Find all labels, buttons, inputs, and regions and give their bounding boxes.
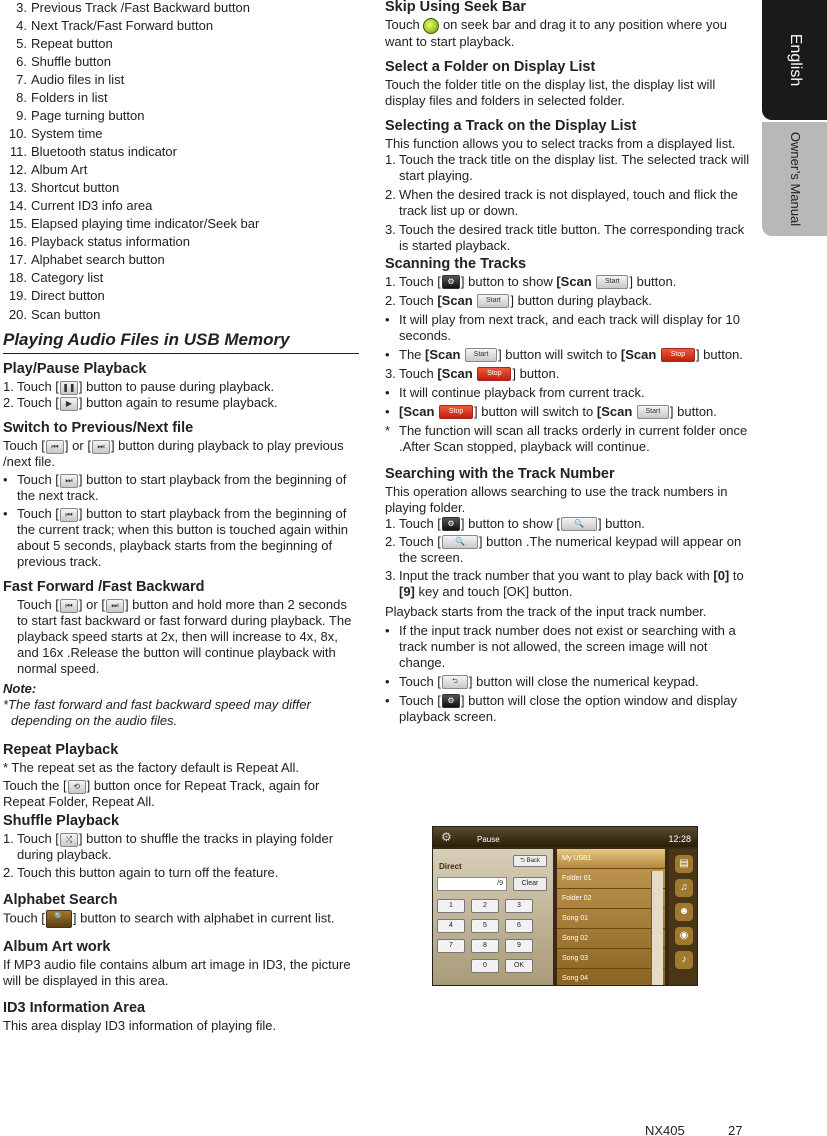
music-note-icon[interactable]: ♫	[675, 879, 693, 897]
alpha-heading: Alphabet Search	[3, 892, 118, 908]
legend-text: Direct button	[31, 288, 105, 303]
note-label: Note:	[3, 681, 37, 696]
step-number: 1.	[385, 151, 396, 167]
number-step-2: 2. Touch [ 🔍 ] button .The numerical keypad will appear on the screen.	[385, 533, 742, 565]
text: ] button to show	[460, 273, 553, 289]
seek-para	[385, 17, 750, 50]
scan-word: [Scan	[437, 292, 473, 308]
play-pause-step-1	[3, 379, 359, 395]
text: Input the track number that you want to play back with	[399, 567, 710, 583]
legend-number: 14.	[8, 198, 27, 213]
text: ] button.	[629, 273, 677, 289]
next-icon: ⏭	[60, 474, 78, 488]
shuffle-step-1	[3, 831, 359, 863]
switch-bullet-1: • Touch [ ⏭ ] button to start playback from the beginning of the next track.	[3, 472, 347, 503]
legend-number: 19.	[8, 288, 27, 303]
scan-word: [Scan	[437, 365, 473, 381]
text: Touch [	[399, 533, 441, 549]
list-item[interactable]: Song 03	[557, 949, 665, 969]
start-icon: Start	[465, 348, 497, 362]
text: The	[399, 346, 422, 362]
right-column	[385, 0, 750, 725]
legend-number: 18.	[8, 270, 27, 285]
keypad-back-button[interactable]: ⮌ Back	[513, 855, 547, 867]
legend-text: Alphabet search button	[31, 252, 165, 267]
number-search-icon: 🔍	[561, 517, 597, 531]
number-step-3: 3. Input the track number that you want to play back with [0] to [9] key and touch [OK] button.	[385, 567, 744, 599]
text: Touch	[399, 292, 434, 308]
text: If the input track number does not exist or searching with a track number is not allowed, the screen image will not change.	[399, 622, 736, 670]
legend-text: Audio files in list	[31, 72, 125, 87]
text: ] or [	[78, 597, 105, 612]
next-icon: ⏭	[92, 440, 110, 454]
legend-item	[3, 270, 359, 286]
legend-number: 6.	[16, 54, 27, 69]
legend-number: 9.	[16, 108, 27, 123]
scan-step-1: 1. Touch [ ⚙ ] button to show [Scan Start ] button.	[385, 273, 677, 289]
id3-para: This area display ID3 information of playing file.	[3, 1018, 277, 1033]
key-ok[interactable]: OK	[505, 959, 533, 973]
switch-para	[3, 438, 359, 470]
prev-icon: ⏮	[46, 440, 64, 454]
shuffle-heading: Shuffle Playback	[3, 813, 120, 829]
legend-text: Album Art	[31, 162, 88, 177]
seek-dot-icon	[423, 18, 439, 34]
key-0[interactable]: 0	[471, 959, 499, 973]
stop-icon: Stop	[477, 367, 511, 381]
text: Touch [	[399, 273, 441, 289]
scan-step-2: 2. Touch [Scan Start ] button during playback.	[385, 292, 653, 308]
legend-number: 7.	[16, 72, 27, 87]
alpha-para	[3, 910, 359, 928]
legend-item	[3, 180, 359, 196]
legend-number: 4.	[16, 18, 27, 33]
key-7[interactable]: 7	[437, 939, 465, 953]
step-number: 2.	[385, 186, 396, 202]
scan-word: [Scan	[596, 403, 633, 419]
scan-bullet-3: • It will continue playback from current track.	[385, 385, 750, 401]
list-item[interactable]: Song 02	[557, 929, 665, 949]
gear-icon[interactable]: ⚙	[441, 830, 452, 844]
search-icon: 🔍	[46, 910, 72, 928]
text: on seek bar and drag it to any position where you want to start playback.	[385, 17, 727, 49]
number-bullet-1: • If the input track number does not exist or searching with a track number is not allowed, the screen image will not change.	[385, 623, 750, 671]
text: Touch [	[17, 395, 59, 410]
text: ] button once for Repeat Track, again for Repeat Folder, Repeat All.	[3, 778, 320, 809]
legend-number: 11.	[9, 144, 27, 159]
legend-item	[3, 144, 359, 160]
legend-item	[3, 90, 359, 106]
number-para-2: Playback starts from the track of the input track number.	[385, 603, 707, 619]
step-number: 2.	[3, 865, 14, 880]
legend-number: 10.	[8, 126, 27, 141]
text: Touch	[385, 17, 420, 32]
list-item[interactable]: Folder 01	[557, 869, 665, 889]
legend-text: Elapsed playing time indicator/Seek bar	[31, 216, 260, 231]
text: ] button to pause during playback.	[78, 379, 275, 394]
text: ] button will switch to	[474, 403, 594, 419]
key-5[interactable]: 5	[471, 919, 499, 933]
text: ] button.	[512, 365, 560, 381]
numeric-keypad	[433, 849, 553, 986]
repeat-heading: Repeat Playback	[3, 742, 119, 758]
scan-step-3: 3. Touch [Scan Stop ] button.	[385, 365, 560, 381]
text: Touch	[399, 365, 434, 381]
number-bullet-2: • Touch [ ⮌ ] button will close the numerical keypad.	[385, 673, 699, 689]
text: ] button to show [	[460, 515, 560, 531]
tab-english-label: English	[786, 33, 804, 87]
start-icon: Start	[637, 405, 669, 419]
key-6[interactable]: 6	[505, 919, 533, 933]
folder-heading: Select a Folder on Display List	[385, 58, 596, 75]
number-para: This operation allows searching to use the track numbers in playing folder.	[385, 483, 728, 515]
legend-item	[3, 307, 359, 323]
legend-number: 13.	[8, 180, 27, 195]
shortcut-bar	[669, 849, 698, 986]
section-title: Playing Audio Files in USB Memory	[3, 329, 359, 354]
text: Touch [	[399, 515, 441, 531]
repeat-default: * The repeat set as the factory default is Repeat All.	[3, 760, 300, 775]
list-item[interactable]: Song 01	[557, 909, 665, 929]
start-icon: Start	[477, 294, 509, 308]
legend-number: 17.	[8, 252, 27, 267]
key-2[interactable]: 2	[471, 899, 499, 913]
text: ] button during playback to play previous /next file.	[3, 438, 344, 469]
text: When the desired track is not displayed, touch and flick the track list up or down.	[399, 186, 738, 218]
legend-number: 8.	[16, 90, 27, 105]
step-number: 2.	[3, 395, 14, 410]
button-legend-list	[3, 0, 359, 323]
legend-item	[3, 216, 359, 232]
guitar-icon[interactable]: ♪	[675, 951, 693, 969]
key-8[interactable]: 8	[471, 939, 499, 953]
text: Touch the track title on the display list. The selected track will start playing.	[399, 151, 750, 183]
list-scrollbar[interactable]	[651, 871, 663, 986]
text: ] button to start playback from the beginning of the current track; when this button is touched again within about 5 seconds, playback starts from the beginning of previous track.	[17, 506, 348, 569]
text: Touch the desired track title button. The corresponding track is started playback.	[399, 221, 745, 253]
legend-number: 12.	[8, 162, 27, 177]
legend-item	[3, 18, 359, 34]
start-icon: Start	[596, 275, 628, 289]
number-heading: Searching with the Track Number	[385, 465, 615, 482]
tab-manual-label: Owner’s Manual	[787, 131, 803, 227]
back-icon: ⮌	[442, 675, 468, 689]
text: ] button and hold more than 2 seconds to start fast backward or fast forward during playback. The playback speed starts at 2x, then will increase to 4x, 8x, and 16x .Release the button will continue playback with normal speed.	[17, 597, 352, 676]
text: ] button will close the option window and display playback screen.	[399, 692, 737, 724]
id3-heading: ID3 Information Area	[3, 1000, 146, 1016]
legend-text: Current ID3 info area	[31, 198, 153, 213]
legend-text: Folders in list	[31, 90, 108, 105]
track-heading: Selecting a Track on the Display List	[385, 117, 637, 134]
left-column	[3, 0, 359, 1034]
legend-text: Repeat button	[31, 36, 113, 51]
text: It will play from next track, and each track will display for 10 seconds.	[399, 311, 741, 343]
option-icon: ⚙	[442, 694, 460, 708]
screen-status: Pause	[477, 835, 500, 844]
text: ] or [	[64, 438, 91, 453]
text: ] button again to resume playback.	[78, 395, 278, 410]
scan-heading: Scanning the Tracks	[385, 255, 527, 272]
legend-number: 5.	[16, 36, 27, 51]
ff-para	[3, 597, 359, 677]
ff-heading: Fast Forward /Fast Backward	[3, 579, 205, 595]
option-icon: ⚙	[442, 517, 460, 531]
tab-owners-manual	[762, 122, 827, 236]
step-number: 1.	[3, 379, 14, 394]
text: Touch [	[399, 692, 441, 708]
play-pause-step-2	[3, 395, 359, 411]
legend-item	[3, 54, 359, 70]
text: ] button to search with alphabet in current list.	[72, 910, 335, 926]
text: ] button to shuffle the tracks in playing folder during playback.	[17, 831, 334, 862]
keypad-title: Direct	[439, 862, 462, 871]
text: key and touch [OK] button.	[418, 583, 573, 599]
option-icon: ⚙	[442, 275, 460, 289]
text: Touch [	[17, 506, 59, 521]
legend-item	[3, 252, 359, 268]
legend-text: Playback status information	[31, 234, 190, 249]
play-pause-heading: Play/Pause Playback	[3, 361, 147, 377]
number-step-1: 1. Touch [ ⚙ ] button to show [ 🔍 ] button.	[385, 515, 645, 531]
scan-bullet-1: • It will play from next track, and each track will display for 10 seconds.	[385, 312, 750, 344]
note-text: *The fast forward and fast backward speed may differ depending on the audio files.	[3, 697, 311, 728]
prev-icon: ⏮	[60, 508, 78, 522]
list-item[interactable]: Song 04	[557, 969, 665, 986]
page-number: 27	[728, 1123, 743, 1136]
legend-text: Previous Track /Fast Backward button	[31, 0, 250, 15]
text: ] button will switch to	[498, 346, 618, 362]
legend-text: Scan button	[31, 307, 101, 322]
legend-text: System time	[31, 126, 103, 141]
legend-text: Bluetooth status indicator	[31, 144, 177, 159]
switch-bullet-2: • Touch [ ⏮ ] button to start playback from the beginning of the current track; when this button is touched again within about 5 seconds, playback starts from the beginning of previous track.	[3, 506, 348, 569]
screen-clock: 12:28	[668, 834, 691, 844]
text: [0]	[713, 567, 730, 583]
legend-item	[3, 72, 359, 88]
track-step-3	[385, 222, 750, 254]
step-number: 3.	[385, 221, 396, 237]
folder-para: Touch the folder title on the display list, the display list will display files and folders in selected folder.	[385, 76, 716, 108]
person-icon[interactable]: ☻	[675, 903, 693, 921]
text: [9]	[399, 583, 415, 599]
text: ] button during playback.	[510, 292, 653, 308]
text: Touch [	[17, 597, 59, 612]
legend-item	[3, 126, 359, 142]
play-icon: ▶	[60, 397, 78, 411]
shuffle-icon: ⤮	[60, 833, 78, 847]
scan-bullet-4: • [Scan Stop ] button will switch to [Scan Start ] button.	[385, 403, 717, 419]
legend-item	[3, 162, 359, 178]
legend-text: Shortcut button	[31, 180, 120, 195]
back-label: Back	[526, 858, 540, 864]
stop-icon: Stop	[439, 405, 473, 419]
legend-text: Page turning button	[31, 108, 145, 123]
text: Touch [	[17, 379, 59, 394]
device-screenshot	[432, 826, 698, 986]
text: The function will scan all tracks orderly in current folder once .After Scan stopped, playback will continue.	[399, 422, 748, 454]
disc-icon[interactable]: ◉	[675, 927, 693, 945]
scan-star-note: * The function will scan all tracks orderly in current folder once .After Scan stopped, playback will continue.	[385, 423, 750, 455]
text: ] button.	[669, 403, 717, 419]
text: ] button.	[695, 346, 743, 362]
number-search-icon: 🔍	[442, 535, 478, 549]
scan-word: [Scan	[425, 346, 461, 362]
prev-icon: ⏮	[60, 599, 78, 613]
list-item[interactable]: My USB1	[557, 849, 665, 869]
text: ] button to start playback from the beginning of the next track.	[17, 472, 347, 503]
legend-number: 15.	[8, 216, 27, 231]
next-icon: ⏭	[106, 599, 124, 613]
legend-text: Shuffle button	[31, 54, 111, 69]
scan-word: [Scan	[620, 346, 657, 362]
step-number: 1.	[3, 831, 14, 846]
legend-item	[3, 198, 359, 214]
repeat-icon: ⟲	[68, 780, 86, 794]
text: Touch the [	[3, 778, 67, 793]
text: ] button will close the numerical keypad.	[468, 673, 699, 689]
text: Touch [	[3, 910, 45, 926]
legend-number: 16.	[8, 234, 27, 249]
scan-word: [Scan	[556, 273, 592, 289]
legend-text: Next Track/Fast Forward button	[31, 18, 214, 33]
track-para: This function allows you to select tracks from a displayed list.	[385, 135, 736, 151]
track-step-1	[385, 152, 750, 184]
legend-number: 3.	[16, 0, 27, 15]
key-3[interactable]: 3	[505, 899, 533, 913]
text: to	[732, 567, 744, 583]
album-para: If MP3 audio file contains album art image in ID3, the picture will be displayed in this area.	[3, 957, 351, 988]
text: ] button.	[597, 515, 645, 531]
scan-word: [Scan	[399, 403, 435, 419]
text: ] button .The numerical keypad will appear on the screen.	[399, 533, 742, 565]
pause-icon: ❚❚	[60, 381, 78, 395]
album-heading: Album Art work	[3, 939, 111, 955]
number-bullet-3: • Touch [ ⚙ ] button will close the option window and display playback screen.	[385, 692, 737, 724]
legend-item	[3, 108, 359, 124]
key-1[interactable]: 1	[437, 899, 465, 913]
track-step-2	[385, 187, 750, 219]
track-list	[557, 849, 665, 986]
text: Touch [	[17, 472, 59, 487]
scan-bullet-2: • The [Scan Start ] button will switch to [Scan Stop ] button.	[385, 346, 743, 362]
legend-number: 20.	[8, 307, 27, 322]
keypad-clear-button[interactable]: Clear	[513, 877, 547, 891]
legend-item	[3, 0, 359, 16]
key-9[interactable]: 9	[505, 939, 533, 953]
text: Touch [	[17, 831, 59, 846]
shuffle-step-2	[3, 865, 359, 881]
text: Touch [	[3, 438, 45, 453]
key-4[interactable]: 4	[437, 919, 465, 933]
repeat-para	[3, 778, 359, 810]
legend-item	[3, 288, 359, 304]
footer-model: NX405	[645, 1123, 685, 1136]
text: Touch this button again to turn off the feature.	[17, 865, 279, 880]
stop-icon: Stop	[661, 348, 695, 362]
folder-icon[interactable]: ▤	[675, 855, 693, 873]
switch-heading: Switch to Previous/Next file	[3, 420, 194, 436]
legend-item	[3, 36, 359, 52]
tab-english	[762, 0, 827, 120]
list-item[interactable]: Folder 02	[557, 889, 665, 909]
seek-heading: Skip Using Seek Bar	[385, 0, 527, 15]
legend-item	[3, 234, 359, 250]
legend-text: Category list	[31, 270, 104, 285]
text: It will continue playback from current track.	[399, 384, 645, 400]
screen-topbar	[433, 827, 697, 847]
text: Touch [	[399, 673, 441, 689]
keypad-field[interactable]: /9	[437, 877, 507, 891]
